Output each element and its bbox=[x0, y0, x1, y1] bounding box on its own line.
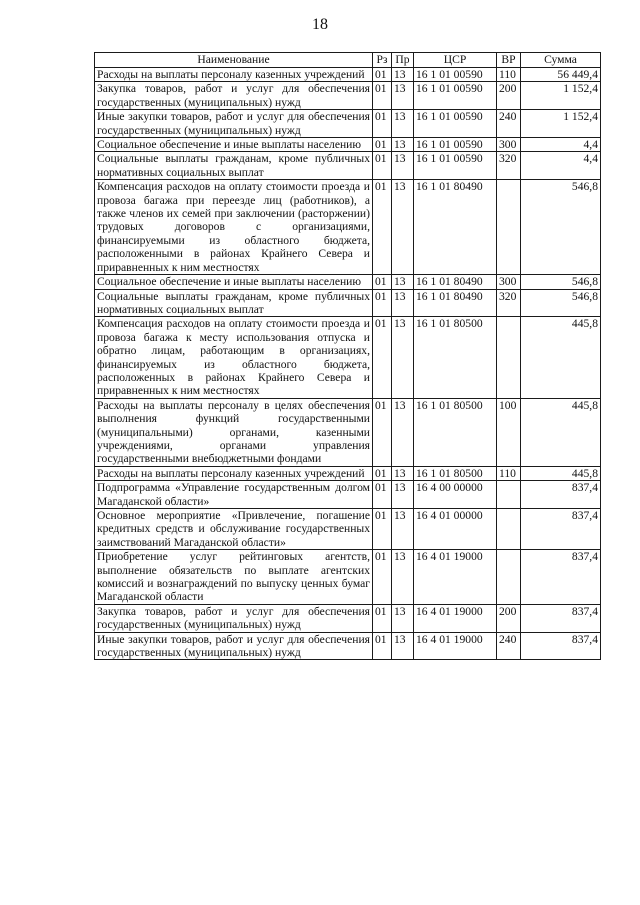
table-row bbox=[95, 180, 601, 275]
cell-rz: 01 bbox=[373, 550, 392, 605]
cell-pr: 13 bbox=[392, 604, 414, 632]
table-header-row bbox=[95, 53, 601, 68]
cell-rz: 01 bbox=[373, 152, 392, 180]
cell-pr: 13 bbox=[392, 82, 414, 110]
cell-sum: 4,4 bbox=[521, 138, 601, 152]
cell-csr: 16 1 01 00590 bbox=[414, 82, 497, 110]
cell-sum: 1 152,4 bbox=[521, 110, 601, 138]
cell-pr: 13 bbox=[392, 317, 414, 398]
cell-sum: 837,4 bbox=[521, 604, 601, 632]
cell-pr: 13 bbox=[392, 289, 414, 317]
table-row bbox=[95, 82, 601, 110]
cell-name: Расходы на выплаты персоналу казенных учреждений bbox=[95, 68, 373, 82]
header-name: Наименование bbox=[95, 53, 373, 68]
cell-sum: 1 152,4 bbox=[521, 82, 601, 110]
header-sum: Сумма bbox=[521, 53, 601, 68]
cell-pr: 13 bbox=[392, 110, 414, 138]
cell-name: Социальные выплаты гражданам, кроме публичных нормативных социальных выплат bbox=[95, 152, 373, 180]
header-rz: Рз bbox=[373, 53, 392, 68]
cell-rz: 01 bbox=[373, 82, 392, 110]
cell-vr: 200 bbox=[497, 82, 521, 110]
cell-name: Подпрограмма «Управление государственным долгом Магаданской области» bbox=[95, 481, 373, 509]
table-row bbox=[95, 509, 601, 550]
cell-csr: 16 1 01 80500 bbox=[414, 317, 497, 398]
cell-rz: 01 bbox=[373, 289, 392, 317]
cell-name: Социальное обеспечение и иные выплаты населению bbox=[95, 275, 373, 289]
cell-rz: 01 bbox=[373, 275, 392, 289]
cell-sum: 837,4 bbox=[521, 481, 601, 509]
cell-vr: 110 bbox=[497, 68, 521, 82]
cell-vr: 300 bbox=[497, 275, 521, 289]
cell-vr: 200 bbox=[497, 604, 521, 632]
cell-sum: 56 449,4 bbox=[521, 68, 601, 82]
cell-name: Основное мероприятие «Привлечение, погашение кредитных средств и обслуживание государственных заимствований Магаданской области» bbox=[95, 509, 373, 550]
cell-pr: 13 bbox=[392, 466, 414, 480]
table-row bbox=[95, 152, 601, 180]
cell-pr: 13 bbox=[392, 68, 414, 82]
cell-sum: 546,8 bbox=[521, 275, 601, 289]
cell-sum: 837,4 bbox=[521, 632, 601, 660]
cell-name: Социальное обеспечение и иные выплаты населению bbox=[95, 138, 373, 152]
cell-rz: 01 bbox=[373, 180, 392, 275]
cell-pr: 13 bbox=[392, 275, 414, 289]
table-body bbox=[95, 68, 601, 660]
cell-csr: 16 4 01 19000 bbox=[414, 604, 497, 632]
cell-sum: 837,4 bbox=[521, 550, 601, 605]
cell-csr: 16 1 01 00590 bbox=[414, 110, 497, 138]
cell-pr: 13 bbox=[392, 550, 414, 605]
cell-rz: 01 bbox=[373, 604, 392, 632]
header-pr: Пр bbox=[392, 53, 414, 68]
cell-name: Расходы на выплаты персоналу в целях обеспечения выполнения функций государственными (муниципальными) органами, казенными учреждениями, органами управления государственными внебюджетными фондами bbox=[95, 398, 373, 466]
cell-vr: 240 bbox=[497, 110, 521, 138]
table-row bbox=[95, 466, 601, 480]
table-row bbox=[95, 550, 601, 605]
cell-name: Иные закупки товаров, работ и услуг для обеспечения государственных (муниципальных) нужд bbox=[95, 110, 373, 138]
cell-vr: 100 bbox=[497, 398, 521, 466]
cell-sum: 445,8 bbox=[521, 317, 601, 398]
cell-pr: 13 bbox=[392, 152, 414, 180]
cell-sum: 546,8 bbox=[521, 289, 601, 317]
cell-rz: 01 bbox=[373, 138, 392, 152]
cell-pr: 13 bbox=[392, 180, 414, 275]
cell-csr: 16 1 01 80500 bbox=[414, 398, 497, 466]
header-vr: ВР bbox=[497, 53, 521, 68]
cell-name: Компенсация расходов на оплату стоимости проезда и провоза багажа к месту использования отпуска и обратно лицам, работающим в организациях, финансируемых из областного бюджета, расположенных в районах Крайнего Севера и приравненных к ним местностях bbox=[95, 317, 373, 398]
cell-vr: 110 bbox=[497, 466, 521, 480]
cell-rz: 01 bbox=[373, 509, 392, 550]
table-row bbox=[95, 604, 601, 632]
table-row bbox=[95, 317, 601, 398]
cell-pr: 13 bbox=[392, 481, 414, 509]
table-row bbox=[95, 632, 601, 660]
cell-csr: 16 4 01 00000 bbox=[414, 509, 497, 550]
cell-vr: 320 bbox=[497, 152, 521, 180]
cell-rz: 01 bbox=[373, 481, 392, 509]
cell-sum: 445,8 bbox=[521, 466, 601, 480]
cell-csr: 16 4 01 19000 bbox=[414, 632, 497, 660]
cell-vr bbox=[497, 550, 521, 605]
cell-rz: 01 bbox=[373, 632, 392, 660]
cell-name: Закупка товаров, работ и услуг для обеспечения государственных (муниципальных) нужд bbox=[95, 604, 373, 632]
cell-rz: 01 bbox=[373, 110, 392, 138]
cell-csr: 16 1 01 00590 bbox=[414, 68, 497, 82]
cell-csr: 16 1 01 80490 bbox=[414, 180, 497, 275]
cell-name: Иные закупки товаров, работ и услуг для обеспечения государственных (муниципальных) нужд bbox=[95, 632, 373, 660]
cell-vr: 300 bbox=[497, 138, 521, 152]
cell-vr: 240 bbox=[497, 632, 521, 660]
cell-pr: 13 bbox=[392, 138, 414, 152]
cell-pr: 13 bbox=[392, 509, 414, 550]
table-row bbox=[95, 275, 601, 289]
cell-name: Расходы на выплаты персоналу казенных учреждений bbox=[95, 466, 373, 480]
header-csr: ЦСР bbox=[414, 53, 497, 68]
cell-vr bbox=[497, 509, 521, 550]
cell-vr bbox=[497, 180, 521, 275]
budget-table bbox=[94, 52, 601, 660]
cell-csr: 16 1 01 80500 bbox=[414, 466, 497, 480]
cell-name: Социальные выплаты гражданам, кроме публичных нормативных социальных выплат bbox=[95, 289, 373, 317]
table-row bbox=[95, 138, 601, 152]
cell-name: Закупка товаров, работ и услуг для обеспечения государственных (муниципальных) нужд bbox=[95, 82, 373, 110]
cell-csr: 16 4 01 19000 bbox=[414, 550, 497, 605]
cell-rz: 01 bbox=[373, 317, 392, 398]
cell-sum: 4,4 bbox=[521, 152, 601, 180]
cell-csr: 16 1 01 80490 bbox=[414, 275, 497, 289]
cell-csr: 16 1 01 00590 bbox=[414, 138, 497, 152]
cell-rz: 01 bbox=[373, 466, 392, 480]
cell-sum: 546,8 bbox=[521, 180, 601, 275]
cell-name: Компенсация расходов на оплату стоимости проезда и провоза багажа при переезде лиц (работников), а также членов их семей при заключении (расторжении) трудовых договоров с организациями, финансируемыми из областного бюджета, расположенными в районах Крайнего Севера и приравненных к ним местностях bbox=[95, 180, 373, 275]
table-row bbox=[95, 481, 601, 509]
cell-pr: 13 bbox=[392, 632, 414, 660]
cell-vr: 320 bbox=[497, 289, 521, 317]
cell-vr bbox=[497, 481, 521, 509]
table-row bbox=[95, 110, 601, 138]
cell-csr: 16 1 01 80490 bbox=[414, 289, 497, 317]
cell-sum: 837,4 bbox=[521, 509, 601, 550]
cell-rz: 01 bbox=[373, 68, 392, 82]
cell-csr: 16 4 00 00000 bbox=[414, 481, 497, 509]
cell-pr: 13 bbox=[392, 398, 414, 466]
table-row bbox=[95, 289, 601, 317]
cell-csr: 16 1 01 00590 bbox=[414, 152, 497, 180]
page-number: 18 bbox=[312, 16, 328, 33]
cell-sum: 445,8 bbox=[521, 398, 601, 466]
cell-rz: 01 bbox=[373, 398, 392, 466]
cell-vr bbox=[497, 317, 521, 398]
table-row bbox=[95, 68, 601, 82]
table-row bbox=[95, 398, 601, 466]
cell-name: Приобретение услуг рейтинговых агентств, выполнение обязательств по выплате агентских комиссий и вознаграждений по выпуску ценных бумаг Магаданской области bbox=[95, 550, 373, 605]
